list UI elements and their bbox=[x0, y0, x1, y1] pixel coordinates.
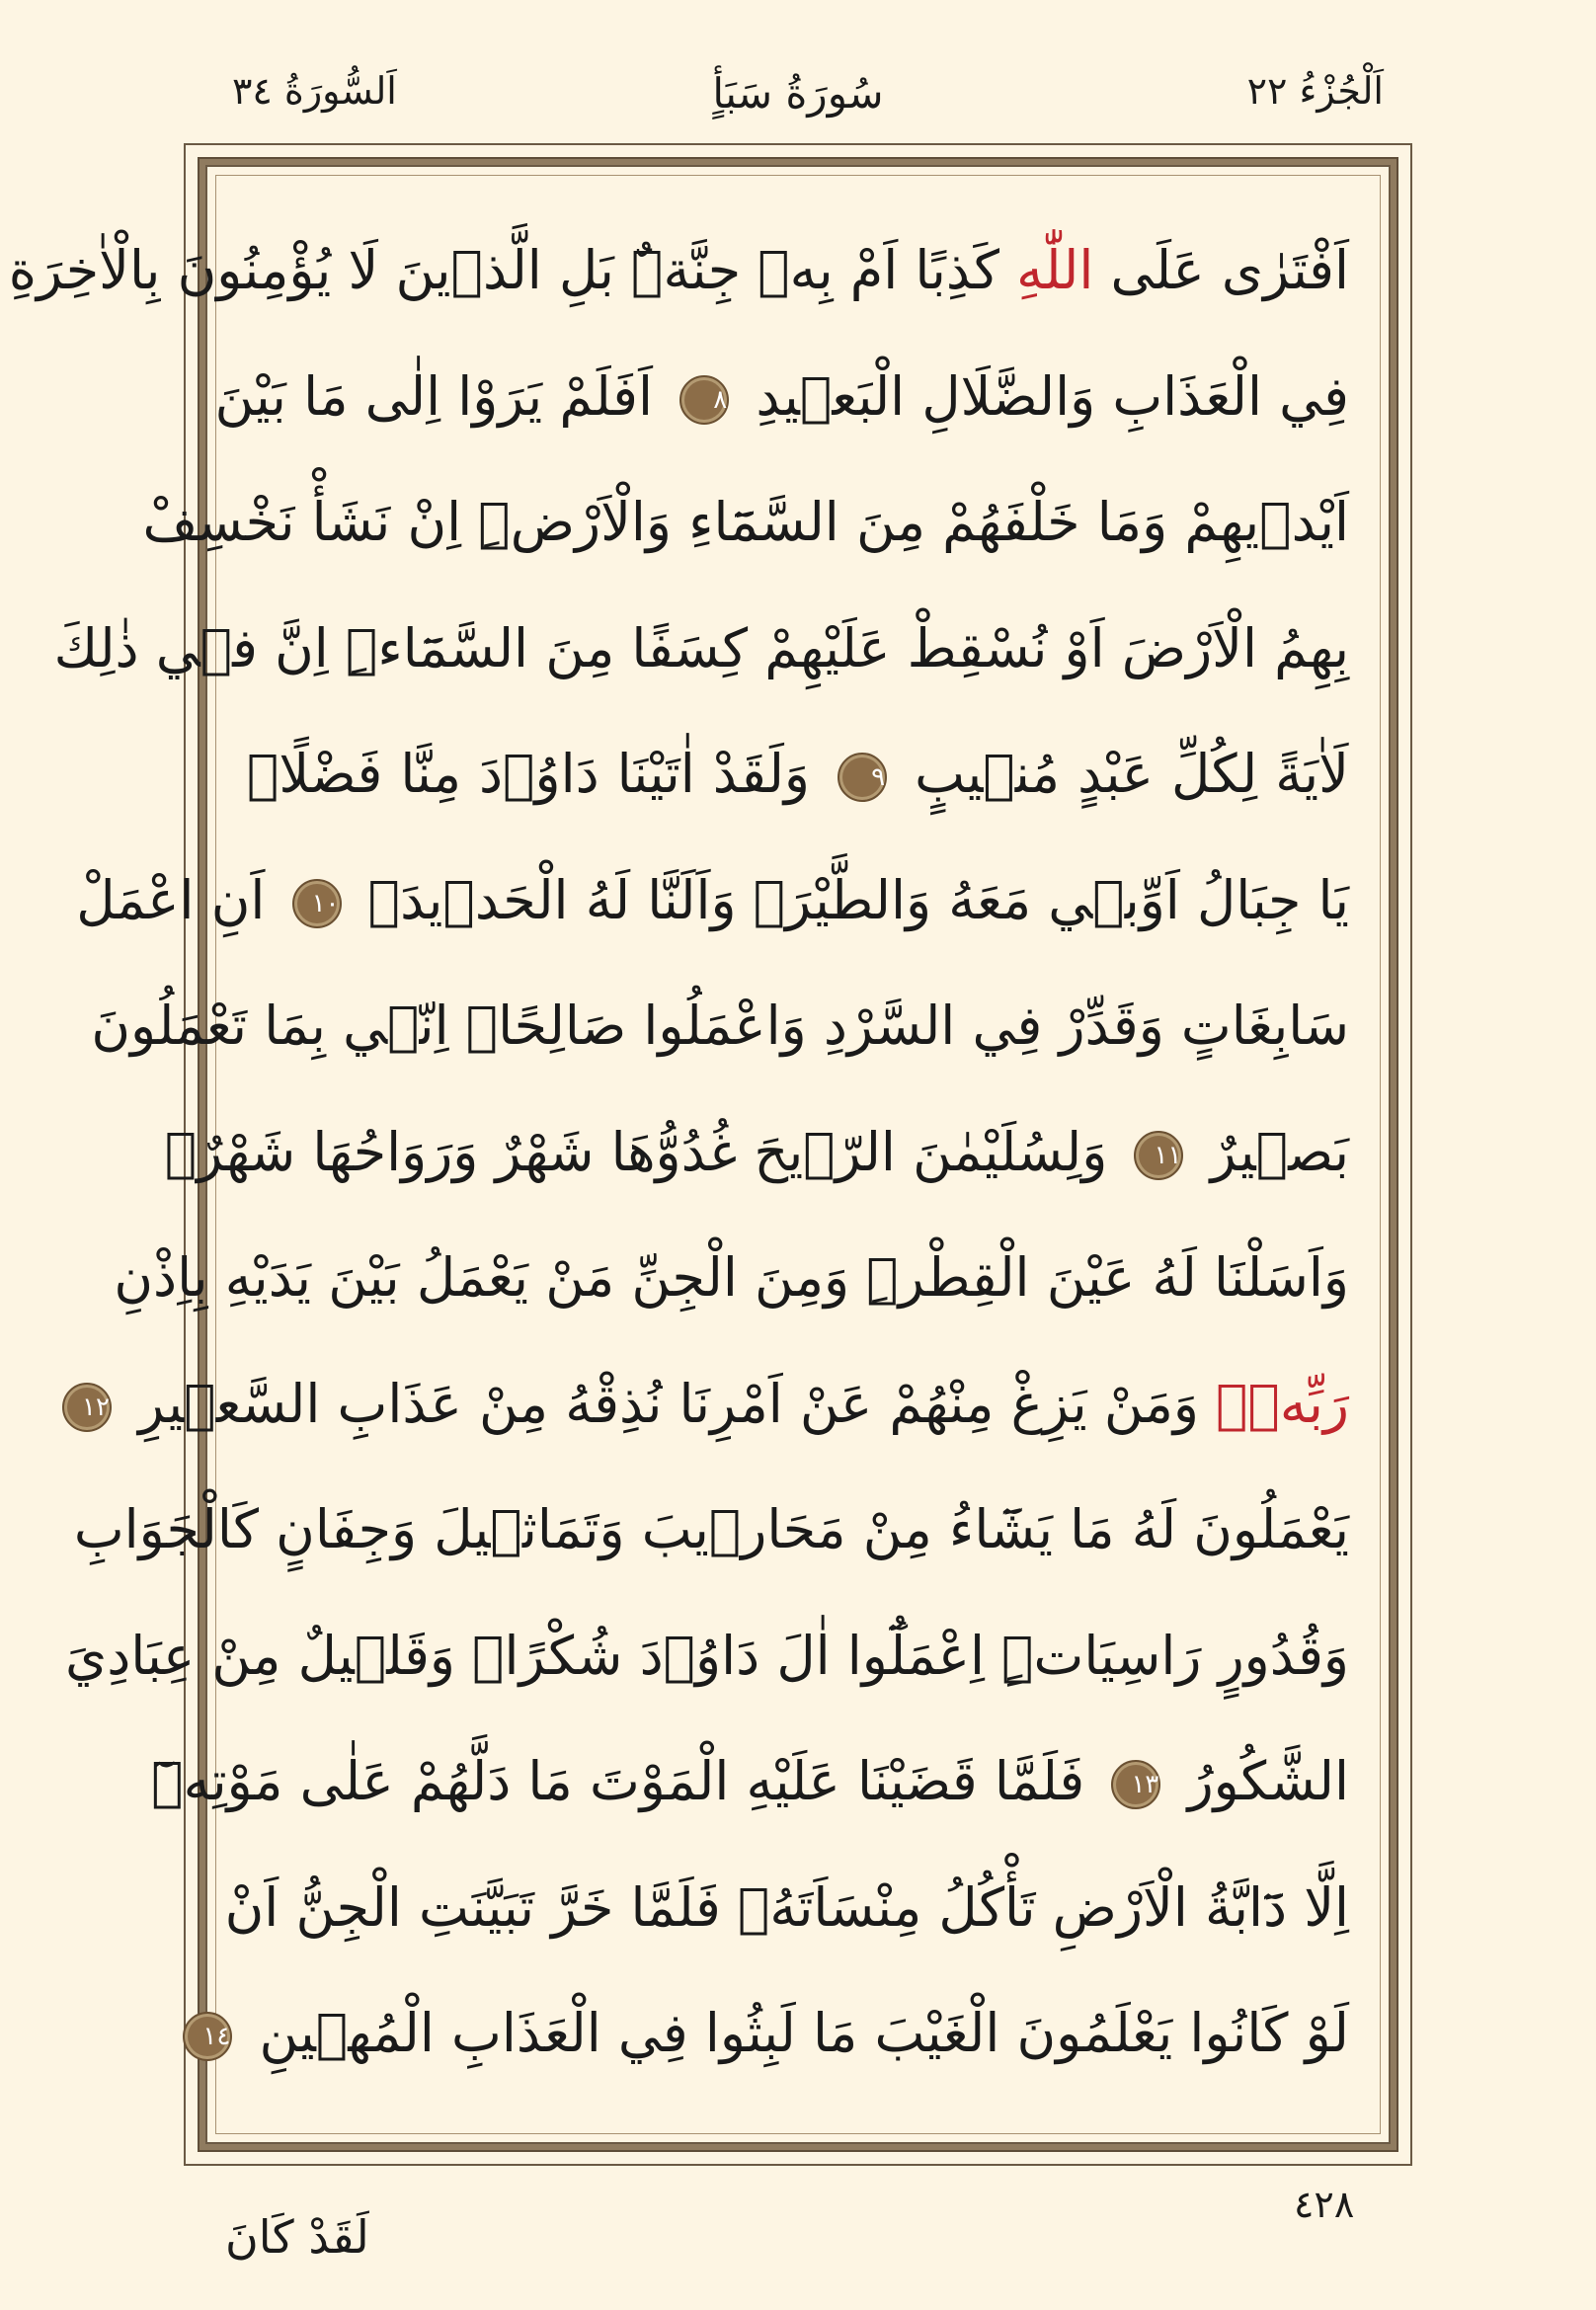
verse-number-marker: ١٢ bbox=[62, 1383, 112, 1432]
verse-text: وَقُدُورٍ رَاسِيَاتٍۜ اِعْمَلُٓوا اٰلَ دَاوُ۫دَ شُكْرًاۜ وَقَل۪يلٌ مِنْ عِبَادِيَ bbox=[64, 1624, 1349, 1687]
verse-text: يَعْمَلُونَ لَهُ مَا يَشَٓاءُ مِنْ مَحَار۪يبَ وَتَمَاث۪يلَ وَجِفَانٍ كَالْجَوَابِ bbox=[73, 1498, 1349, 1560]
verse-number-marker: ٨ bbox=[679, 375, 729, 425]
text-line bbox=[91, 963, 1349, 1089]
divine-name-text: رَبِّه۪ۜ bbox=[1216, 1372, 1349, 1435]
verse-text: يَا جِبَالُ اَوِّب۪ي مَعَهُ وَالطَّيْرَۚ وَاَلَنَّا لَهُ الْحَد۪يدَۙ bbox=[351, 868, 1349, 931]
text-line bbox=[73, 1467, 1349, 1593]
text-line bbox=[64, 1593, 1349, 1719]
page-number: ٤٢٨ bbox=[1294, 2183, 1355, 2226]
verse-text: فِي الْعَذَابِ وَالضَّلَالِ الْبَع۪يدِ bbox=[739, 364, 1349, 428]
text-line bbox=[8, 207, 1349, 334]
text-line bbox=[202, 1970, 1349, 2097]
verse-text: بِهِمُ الْاَرْضَ اَوْ نُسْقِطْ عَلَيْهِمْ كِسَفًا مِنَ السَّمَٓاءِۜ اِنَّ ف۪ي ذٰلِكَ bbox=[53, 616, 1349, 679]
verse-number-marker: ١١ bbox=[1134, 1131, 1183, 1180]
verse-text: لَاٰيَةً لِكُلِّ عَبْدٍ مُن۪يبٍ bbox=[897, 743, 1349, 805]
text-line bbox=[142, 459, 1349, 586]
verse-text: وَلِسُلَيْمٰنَ الرّ۪يحَ غُدُوُّهَا شَهْرٌ وَرَوَاحُهَا شَهْرٌۚ bbox=[164, 1120, 1125, 1183]
divine-name-text: اللّٰهِ bbox=[1016, 239, 1094, 301]
verse-text: اَيْد۪يهِمْ وَمَا خَلْفَهُمْ مِنَ السَّمَٓاءِ وَالْاَرْضِۜ اِنْ نَشَأْ نَخْسِفْ bbox=[142, 491, 1349, 553]
verse-text: وَاَسَلْنَا لَهُ عَيْنَ الْقِطْرِۜ وَمِنَ الْجِنِّ مَنْ يَعْمَلُ بَيْنَ يَدَيْهِ بِاِذْنِ bbox=[114, 1246, 1349, 1309]
page-header bbox=[0, 0, 1596, 138]
verse-text: اِلَّا دَٓابَّةُ الْاَرْضِ تَأْكُلُ مِنْسَاَتَهُۚ فَلَمَّا خَرَّ تَبَيَّنَتِ الْجِنُّ اَنْ bbox=[224, 1875, 1349, 1939]
text-line bbox=[214, 334, 1349, 460]
quran-text-body bbox=[8, 207, 1349, 2084]
verse-number-marker: ١٤ bbox=[183, 2012, 232, 2061]
verse-text: لَوْ كَانُوا يَعْلَمُونَ الْغَيْبَ مَا لَبِثُوا فِي الْعَذَابِ الْمُه۪ينِ bbox=[242, 2002, 1349, 2064]
verse-number-marker: ١٠ bbox=[292, 879, 342, 928]
text-line bbox=[114, 1215, 1349, 1341]
verse-text: بَص۪يرٌ bbox=[1193, 1120, 1349, 1183]
verse-text: الشَّكُورُ bbox=[1170, 1750, 1349, 1812]
verse-text: وَمَنْ يَزِغْ مِنْهُمْ عَنْ اَمْرِنَا نُذِقْهُ مِنْ عَذَابِ السَّع۪يرِ bbox=[120, 1372, 1217, 1435]
catchword: لَقَدْ كَانَ bbox=[225, 2210, 369, 2264]
text-line bbox=[82, 1341, 1349, 1468]
verse-text: اَنِ اعْمَلْ bbox=[76, 868, 282, 931]
verse-text: كَذِبًا اَمْ بِه۪ جِنَّةٌۜ بَلِ الَّذ۪ينَ لَا يُؤْمِنُونَ بِالْاٰخِرَةِ bbox=[8, 239, 1017, 301]
verse-text: سَابِغَاتٍ وَقَدِّرْ فِي السَّرْدِ وَاعْمَلُوا صَالِحًاۜ اِنّ۪ي بِمَا تَعْمَلُونَ bbox=[91, 995, 1349, 1057]
surah-name: سُورَةُ سَبَأٍ bbox=[712, 69, 884, 118]
juz-label: اَلْجُزْءُ ٢٢ bbox=[1246, 69, 1384, 113]
verse-text: اَفْتَرٰى عَلَى bbox=[1093, 239, 1349, 301]
text-line bbox=[224, 1845, 1349, 1971]
verse-text: وَلَقَدْ اٰتَيْنَا دَاوُ۫دَ مِنَّا فَضْلًاۜ bbox=[247, 743, 829, 805]
text-line bbox=[151, 1718, 1349, 1845]
text-line bbox=[247, 711, 1349, 837]
text-line bbox=[76, 837, 1349, 964]
verse-text: اَفَلَمْ يَرَوْا اِلٰى مَا بَيْنَ bbox=[214, 364, 671, 428]
surah-number-label: اَلسُّورَةُ ٣٤ bbox=[232, 69, 397, 113]
verse-number-marker: ٩ bbox=[838, 753, 887, 802]
text-line bbox=[53, 586, 1349, 712]
verse-text: فَلَمَّا قَضَيْنَا عَلَيْهِ الْمَوْتَ مَا دَلَّهُمْ عَلٰى مَوْتِه۪ٓ bbox=[151, 1750, 1102, 1812]
text-line bbox=[164, 1089, 1349, 1216]
verse-number-marker: ١٣ bbox=[1111, 1760, 1160, 1809]
